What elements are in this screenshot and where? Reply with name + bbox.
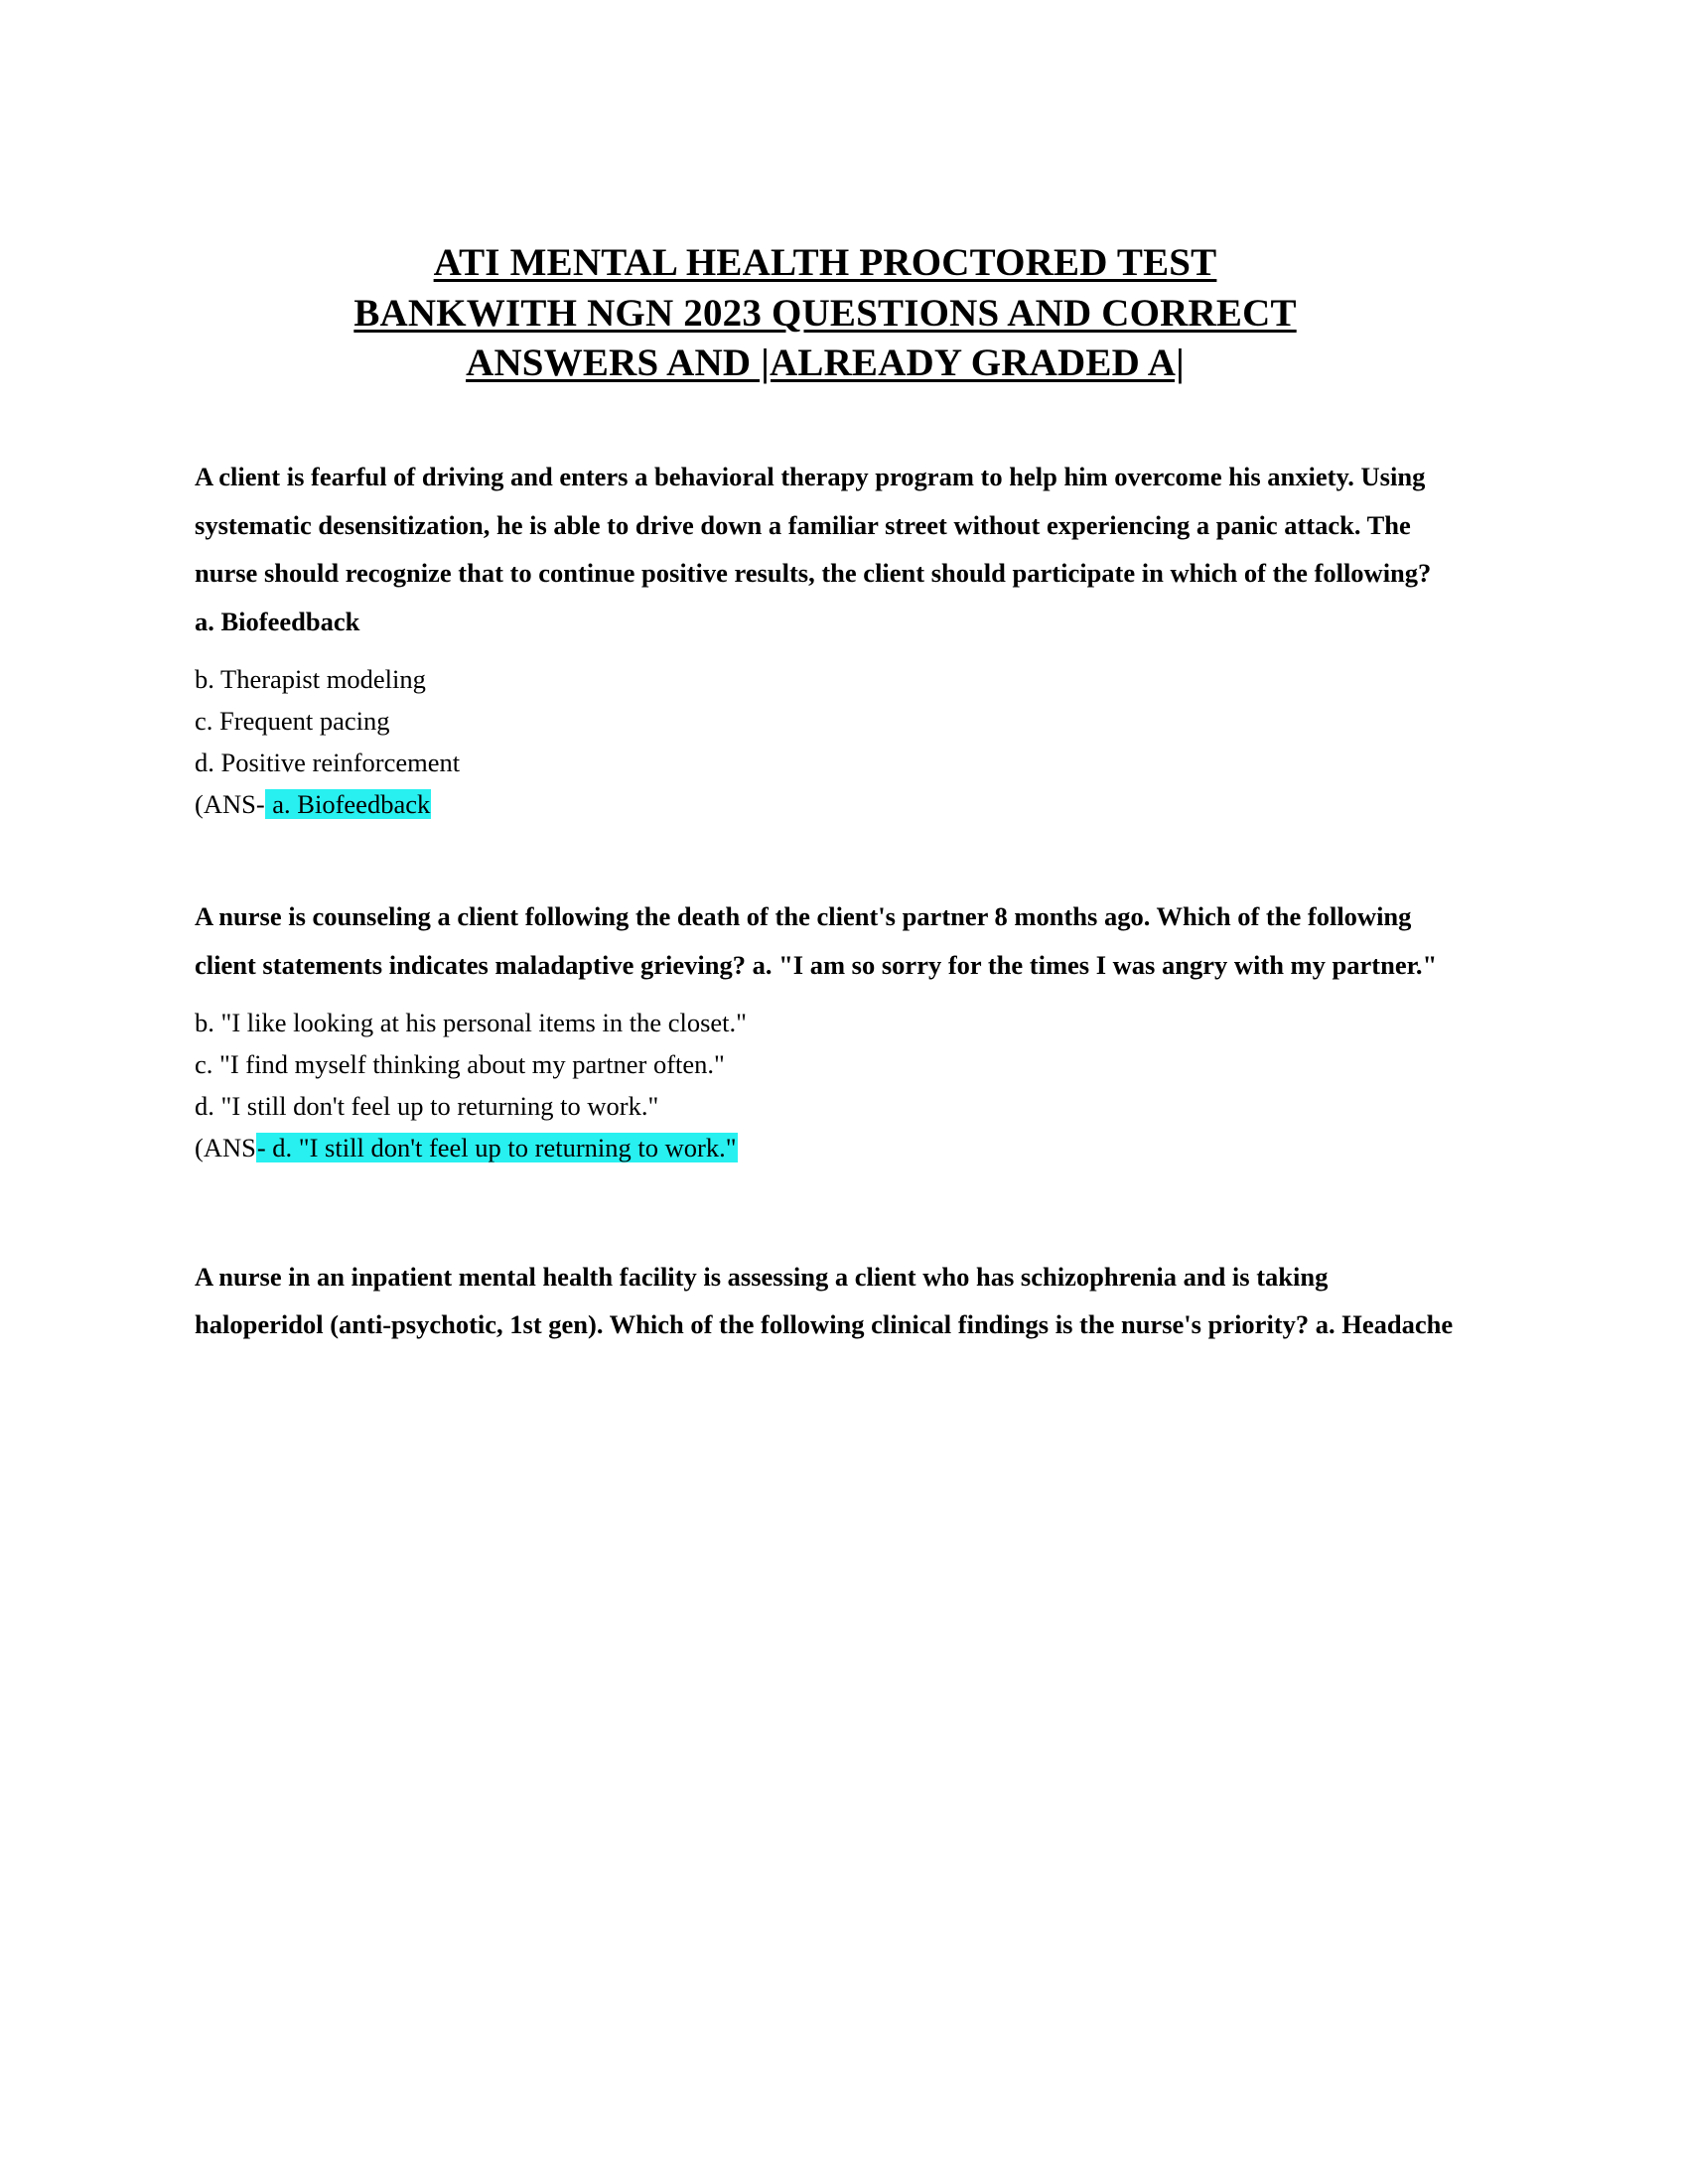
question-option: c. Frequent pacing	[195, 705, 390, 736]
answer-highlight: - d. "I still don't feel up to returning to work."	[256, 1132, 737, 1162]
question-block	[195, 892, 1456, 1168]
question-stem: A client is fearful of driving and enters a behavioral therapy program to help him overcome his anxiety. Using systematic desensitization, he is able to drive down a familiar street without experiencing a panic attack. The nurse should recognize that to continue positive results, the client should participate in which of the following? a. Biofeedback	[195, 462, 1432, 636]
question-option: c. "I find myself thinking about my partner often."	[195, 1049, 725, 1080]
answer-prefix: (ANS	[195, 1132, 256, 1162]
question-stem: A nurse in an inpatient mental health facility is assessing a client who has schizophrenia and is taking haloperidol (anti-psychotic, 1st gen). Which of the following clinical findings is the nurse's priority? a. Headache	[195, 1261, 1454, 1340]
question-block	[195, 453, 1456, 825]
title-line-2: BANKWITH NGN 2023 QUESTIONS AND CORRECT	[353, 291, 1297, 335]
section-gap	[195, 1179, 1456, 1253]
question-option: b. "I like looking at his personal items in the closet."	[195, 1008, 747, 1038]
question-stem: A nurse is counseling a client following the death of the client's partner 8 months ago. Which of the following client statements indicates maladaptive grieving? a. "I am so sorry for the times I was angry with my partner."	[195, 901, 1438, 980]
question-block	[195, 1253, 1456, 1349]
question-option: d. "I still don't feel up to returning to work."	[195, 1091, 659, 1122]
page-title	[195, 238, 1456, 389]
question-option: b. Therapist modeling	[195, 664, 426, 694]
answer-line	[195, 1128, 1456, 1169]
document-content	[195, 238, 1456, 1363]
question-option: d. Positive reinforcement	[195, 747, 461, 777]
answer-line	[195, 784, 1456, 826]
answer-prefix: (ANS-	[195, 788, 265, 819]
answer-highlight: a. Biofeedback	[265, 788, 431, 819]
section-gap	[195, 835, 1456, 892]
title-line-3: ANSWERS AND |ALREADY GRADED A|	[466, 341, 1185, 385]
title-line-1: ATI MENTAL HEALTH PROCTORED TEST	[433, 241, 1217, 284]
